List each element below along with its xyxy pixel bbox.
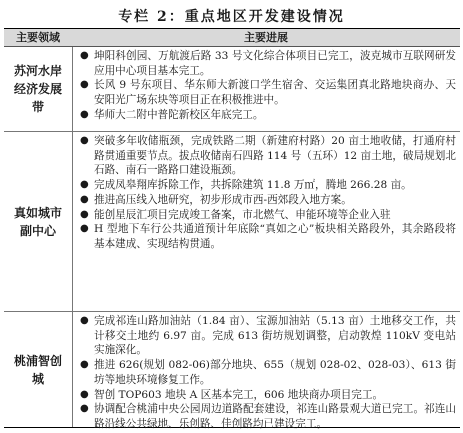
page-title: 专栏 2：重点地区开发建设情况: [118, 9, 345, 25]
progress-table: [4, 28, 460, 428]
list-item: ● 华师大二附中普陀新校区年底完工。: [80, 108, 264, 121]
list-item: ● 完成祁连山路加油站（1.84 亩）、宝源加油站（5.13 亩）土地移交工作，共计移交土地约 6.97 亩。完成 613 街坊规划调整，启动敦煌 110kV 变电站实施深化。: [80, 315, 456, 357]
header-area: 主要领域: [16, 31, 60, 44]
list-item: ● 完成凤皋翔库拆除工作，共拆除建筑 11.8 万㎡，腾地 266.28 亩。: [80, 179, 412, 192]
list-item: ● 突破多年收储瓶颈，完成铁路二期（新建府村路）20 亩土地收储，打通府村路贯通重要节点。拔点收储南石四路 114 号（五环）12 亩土地，破局规划北石路、南石一路路口建设瓶颈。: [80, 135, 456, 177]
list-item: ● 长风 9 号东项目、华东师大新渡口学生宿舍、交运集团真北路地块商办、天安阳光广场东块等项目正在积极推进中。: [80, 79, 456, 107]
list-item: ● 智创 TOP603 地块 A 区基本完工，606 地块商办项目完工。: [80, 388, 384, 401]
list-item: ● 推进 626(规划 082-06)部分地块、655（规划 028-02、028-03）、613 街坊等地块环境修复工作。: [80, 359, 456, 386]
section-zhenru: [4, 131, 460, 311]
list-item: ● 坤阳科创园、万航渡后路 33 号文化综合体项目已完工，波克城市互联网研发应用中心项目基本完工。: [80, 50, 456, 77]
list-item: ● 能创星辰汇项目完成竣工备案，市北燃气、申能环境等企业入驻: [80, 208, 391, 221]
bullet-icon: ●: [80, 193, 89, 205]
section-suhe: [4, 47, 460, 131]
header-progress: 主要进展: [244, 31, 288, 44]
bullet-icon: ●: [80, 403, 89, 415]
bullet-icon: ●: [80, 388, 89, 400]
section-taopu: [4, 311, 460, 430]
list-item: ● 推进高压线入地研究，初步形成市西-西郊段入地方案。: [80, 193, 352, 206]
area-label: 桃浦智创城: [13, 353, 62, 386]
bullet-icon: ●: [80, 315, 89, 326]
table-header: [4, 29, 460, 47]
list-item: ● H 型地下车行公共通道预计年底除“真如之心”板块相关路段外，其余路段将基本建成、实现结构贯通。: [80, 223, 456, 250]
list-item: ● 协调配合桃浦中央公园周边道路配套建设，祁连山路景观大道已完工。祁连山路沿线公共绿地、乐创路、佳创路均已建设完工。: [80, 403, 456, 430]
progress-list: [76, 49, 456, 123]
bullet-icon: ●: [80, 179, 89, 191]
bullet-icon: ●: [80, 50, 89, 61]
bullet-icon: ●: [80, 223, 89, 235]
bullet-icon: ●: [80, 135, 89, 146]
area-label: 苏河水岸经济发展带: [13, 64, 62, 114]
area-label: 真如城市副中心: [13, 205, 62, 238]
progress-list: [76, 134, 456, 252]
bullet-icon: ●: [80, 208, 89, 220]
bullet-icon: ●: [80, 108, 89, 120]
bullet-icon: ●: [80, 359, 89, 371]
progress-list: [76, 314, 456, 432]
bullet-icon: ●: [80, 79, 89, 91]
